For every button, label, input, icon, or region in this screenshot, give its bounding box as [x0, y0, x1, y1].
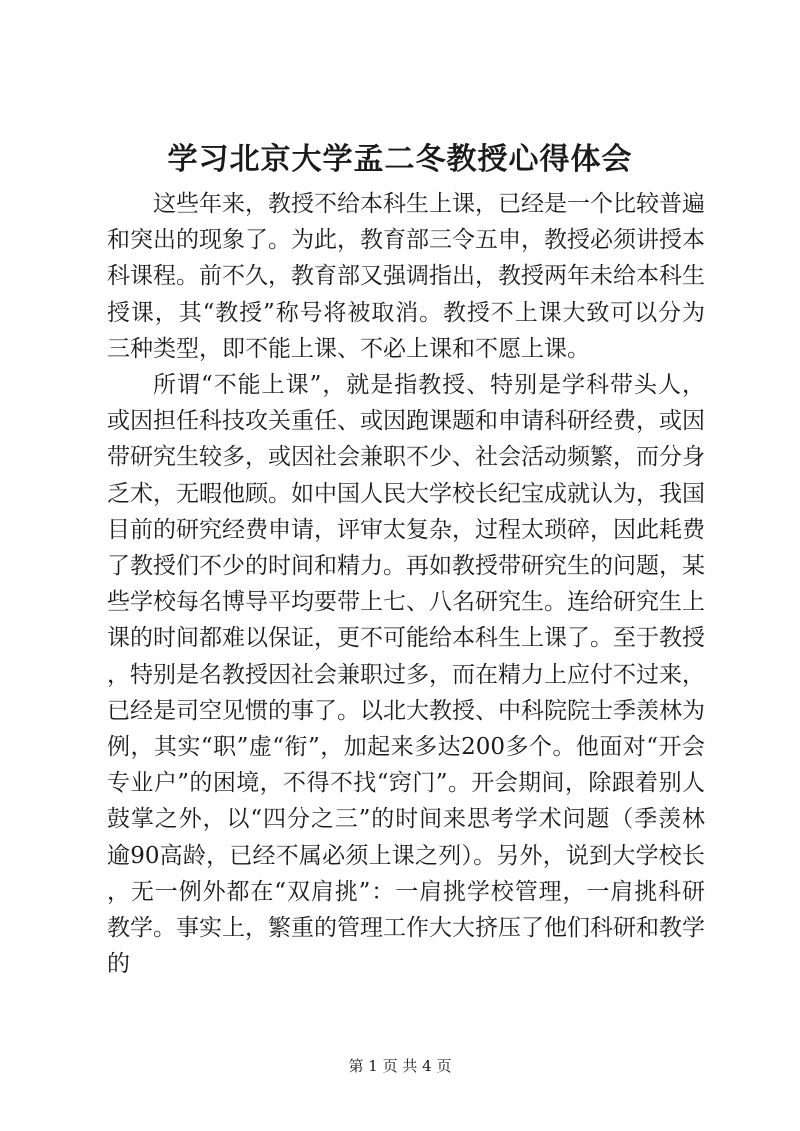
document-title: 学习北京大学孟二冬教授心得体会: [167, 142, 633, 177]
paragraph-2: 所谓“不能上课”，就是指教授、特别是学科带头人，或因担任科技攻关重任、或因跑课题和申请科研经费，或因带研究生较多，或因社会兼职不少、社会活动频繁，而分身乏术，无暇他顾。如中国人民大学校长纪宝成就认为，我国目前的研究经费申请，评审太复杂，过程太琐碎，因此耗费了教授们不少的时间和精力。再如教授带研究生的问题，某些学校每名博导平均要带上七、八名研究生。连给研究生上课的时间都难以保证，更不可能给本科生上课了。至于教授，特别是名教授因社会兼职过多，而在精力上应付不过来，已经是司空见惯的事了。以北大教授、中科院院士季羡林为例，其实“职”虚“衔”，加起来多达200多个。他面对“开会专业户”的困境，不得不找“窍门”。开会期间，除跟着别人鼓掌之外，以“四分之三”的时间来思考学术问题（季羡林逾90高龄，已经不属必须上课之列）。另外，说到大学校长，无一例外都在“双肩挑”：一肩挑学校管理，一肩挑科研教学。事实上，繁重的管理工作大大挤压了他们科研和教学的: [107, 372, 705, 978]
page-footer: 第 1 页 共 4 页: [348, 1057, 452, 1075]
paragraph-1: 这些年来，教授不给本科生上课，已经是一个比较普遍和突出的现象了。为此，教育部三令五申，教授必须讲授本科课程。前不久，教育部又强调指出，教授两年未给本科生授课，其“教授”称号将被取消。教授不上课大致可以分为三种类型，即不能上课、不必上课和不愿上课。: [107, 191, 705, 362]
document-body: [107, 186, 705, 982]
